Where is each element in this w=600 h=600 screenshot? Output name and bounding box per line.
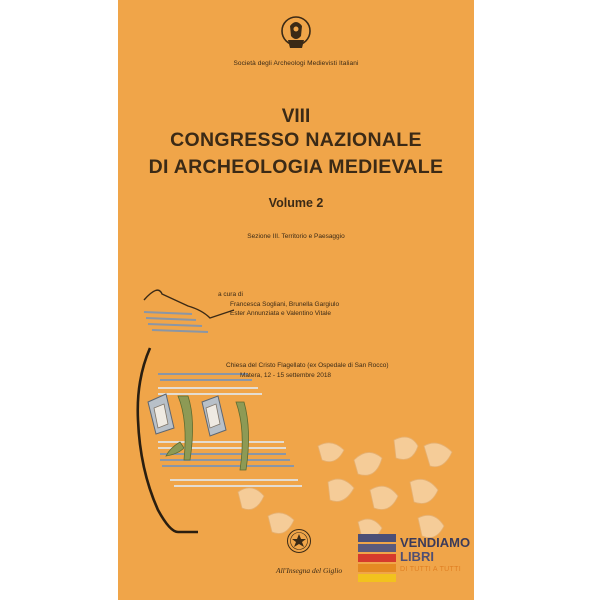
- badge-tagline: DI TUTTI A TUTTI: [400, 566, 461, 573]
- badge-stripe: [358, 554, 396, 562]
- venue-name: Chiesa del Cristo Flagellato (ex Ospedale di San Rocco): [226, 362, 389, 369]
- section-label: Sezione III. Territorio e Paesaggio: [247, 233, 345, 240]
- badge-stripe: [358, 544, 396, 552]
- book-cover: [118, 0, 474, 600]
- society-name: Società degli Archeologi Medievisti Italiani: [233, 60, 359, 67]
- editors-line-1: Francesca Sogliani, Brunella Gargiulo: [230, 300, 340, 308]
- title-line-1: CONGRESSO NAZIONALE: [170, 129, 422, 151]
- vendiamo-libri-badge: [358, 532, 480, 588]
- badge-stripe: [358, 574, 396, 582]
- event-date: Matera, 12 - 15 settembre 2018: [240, 371, 332, 379]
- badge-text: [400, 536, 470, 573]
- editors-intro: a cura di: [218, 291, 243, 298]
- badge-line-1: VENDIAMO: [400, 535, 471, 550]
- title-line-2: DI ARCHEOLOGIA MEDIEVALE: [148, 156, 444, 178]
- publisher-seal-icon: [286, 528, 312, 554]
- editors-line-2: Ester Annunziata e Valentino Vitale: [230, 310, 331, 317]
- badge-stripe: [358, 564, 396, 572]
- venue-block: [226, 361, 389, 380]
- publisher-name: All'Insegna del Giglio: [276, 566, 343, 575]
- badge-stripe: [358, 534, 396, 542]
- congress-number: VIII: [281, 106, 311, 127]
- society-emblem-icon: [280, 14, 312, 54]
- editors-block: [218, 290, 339, 319]
- volume-label: Volume 2: [268, 196, 324, 210]
- badge-line-2: LIBRI: [400, 549, 434, 564]
